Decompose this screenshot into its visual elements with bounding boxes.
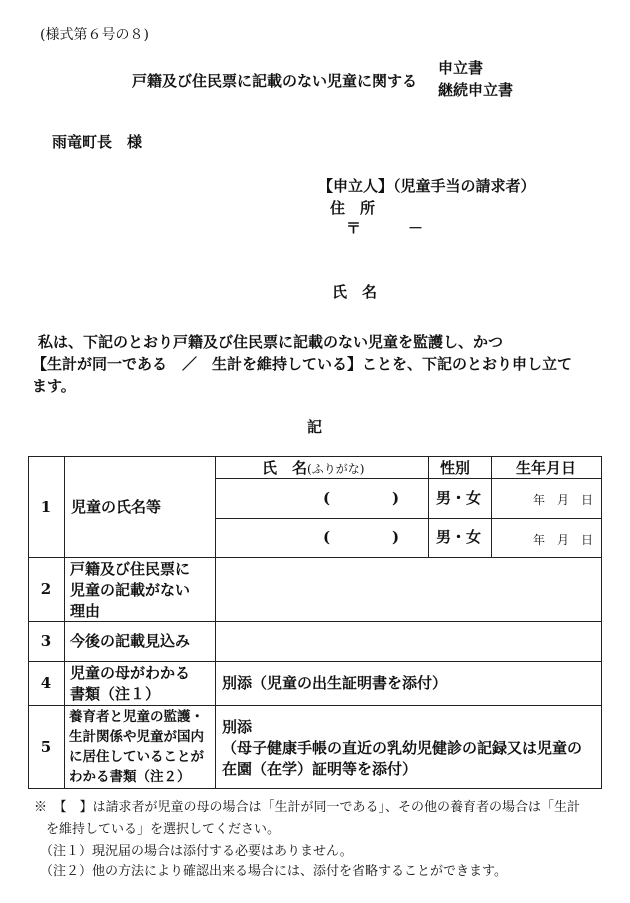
name-label: 氏 名 (332, 283, 378, 301)
postal-dash: － (408, 219, 424, 237)
row-2-label: 戸籍及び住民票に 児童の記載がない 理由 (70, 560, 191, 620)
child-1-paren-open: ( (323, 489, 331, 507)
title-option-application: 申立書 (438, 59, 484, 77)
note-1: （注１）現況届の場合は添付する必要はありません。 (40, 844, 353, 859)
child-1-dob: 年 月 日 (533, 493, 594, 507)
row-1-label: 児童の氏名等 (71, 498, 162, 516)
ki-marker: 記 (307, 418, 323, 436)
row-3-label: 今後の記載見込み (70, 632, 191, 650)
child-1-sex: 男・女 (436, 489, 482, 507)
row-5-label: 養育者と児童の監護・ 生計関係や児童が国内 に居住していることが わかる書類（注２） (69, 709, 204, 785)
statement-line-2: 【生計が同一である ／ 生計を維持している】ことを、下記のとおり申し立て (32, 355, 573, 373)
document-title: 戸籍及び住民票に記載のない児童に関する (132, 72, 418, 90)
child-2-paren-open: ( (323, 528, 331, 546)
row-4-label: 児童の母がわかる 書類（注１） (70, 664, 191, 703)
row-3-number: 3 (40, 632, 52, 650)
applicant-heading: 【申立人】（児童手当の請求者） (318, 177, 536, 195)
form-number: (様式第６号の８) (40, 27, 149, 43)
title-option-continuation: 継続申立書 (438, 81, 514, 99)
statement-line-3: ます。 (32, 377, 76, 395)
row-2-number: 2 (40, 580, 52, 598)
note-asterisk-2: を維持している」を選択してください。 (46, 822, 281, 837)
note-2: （注２）他の方法により確認出来る場合には、添付を省略することができます。 (40, 864, 507, 879)
note-asterisk-1: ※ 【 】は請求者が児童の母の場合は「生計が同一である」、その他の養育者の場合は「生計 (34, 800, 581, 815)
addressee: 雨竜町長 様 (52, 133, 143, 151)
row-4-content: 別添（児童の出生証明書を添付） (222, 674, 448, 692)
header-dob: 生年月日 (516, 459, 577, 477)
child-2-dob: 年 月 日 (533, 533, 594, 547)
header-name: 氏 名(ふりがな) (262, 459, 365, 477)
child-1-paren-close: ) (392, 489, 400, 507)
header-furigana: (ふりがな) (307, 462, 365, 476)
child-2-sex: 男・女 (436, 528, 482, 546)
row-4-number: 4 (40, 674, 52, 692)
child-2-paren-close: ) (392, 528, 400, 546)
row-5-number: 5 (40, 738, 52, 756)
postal-mark: 〒 (346, 219, 362, 237)
row-5-content: 別添 （母子健康手帳の直近の乳幼児健診の記録又は児童の 在園（在学）証明等を添付） (222, 718, 583, 778)
statement-line-1: 私は、下記のとおり戸籍及び住民票に記載のない児童を監護し、かつ (38, 333, 504, 351)
row-1-number: 1 (40, 498, 52, 516)
address-label: 住 所 (330, 199, 376, 217)
header-sex: 性別 (440, 459, 471, 477)
